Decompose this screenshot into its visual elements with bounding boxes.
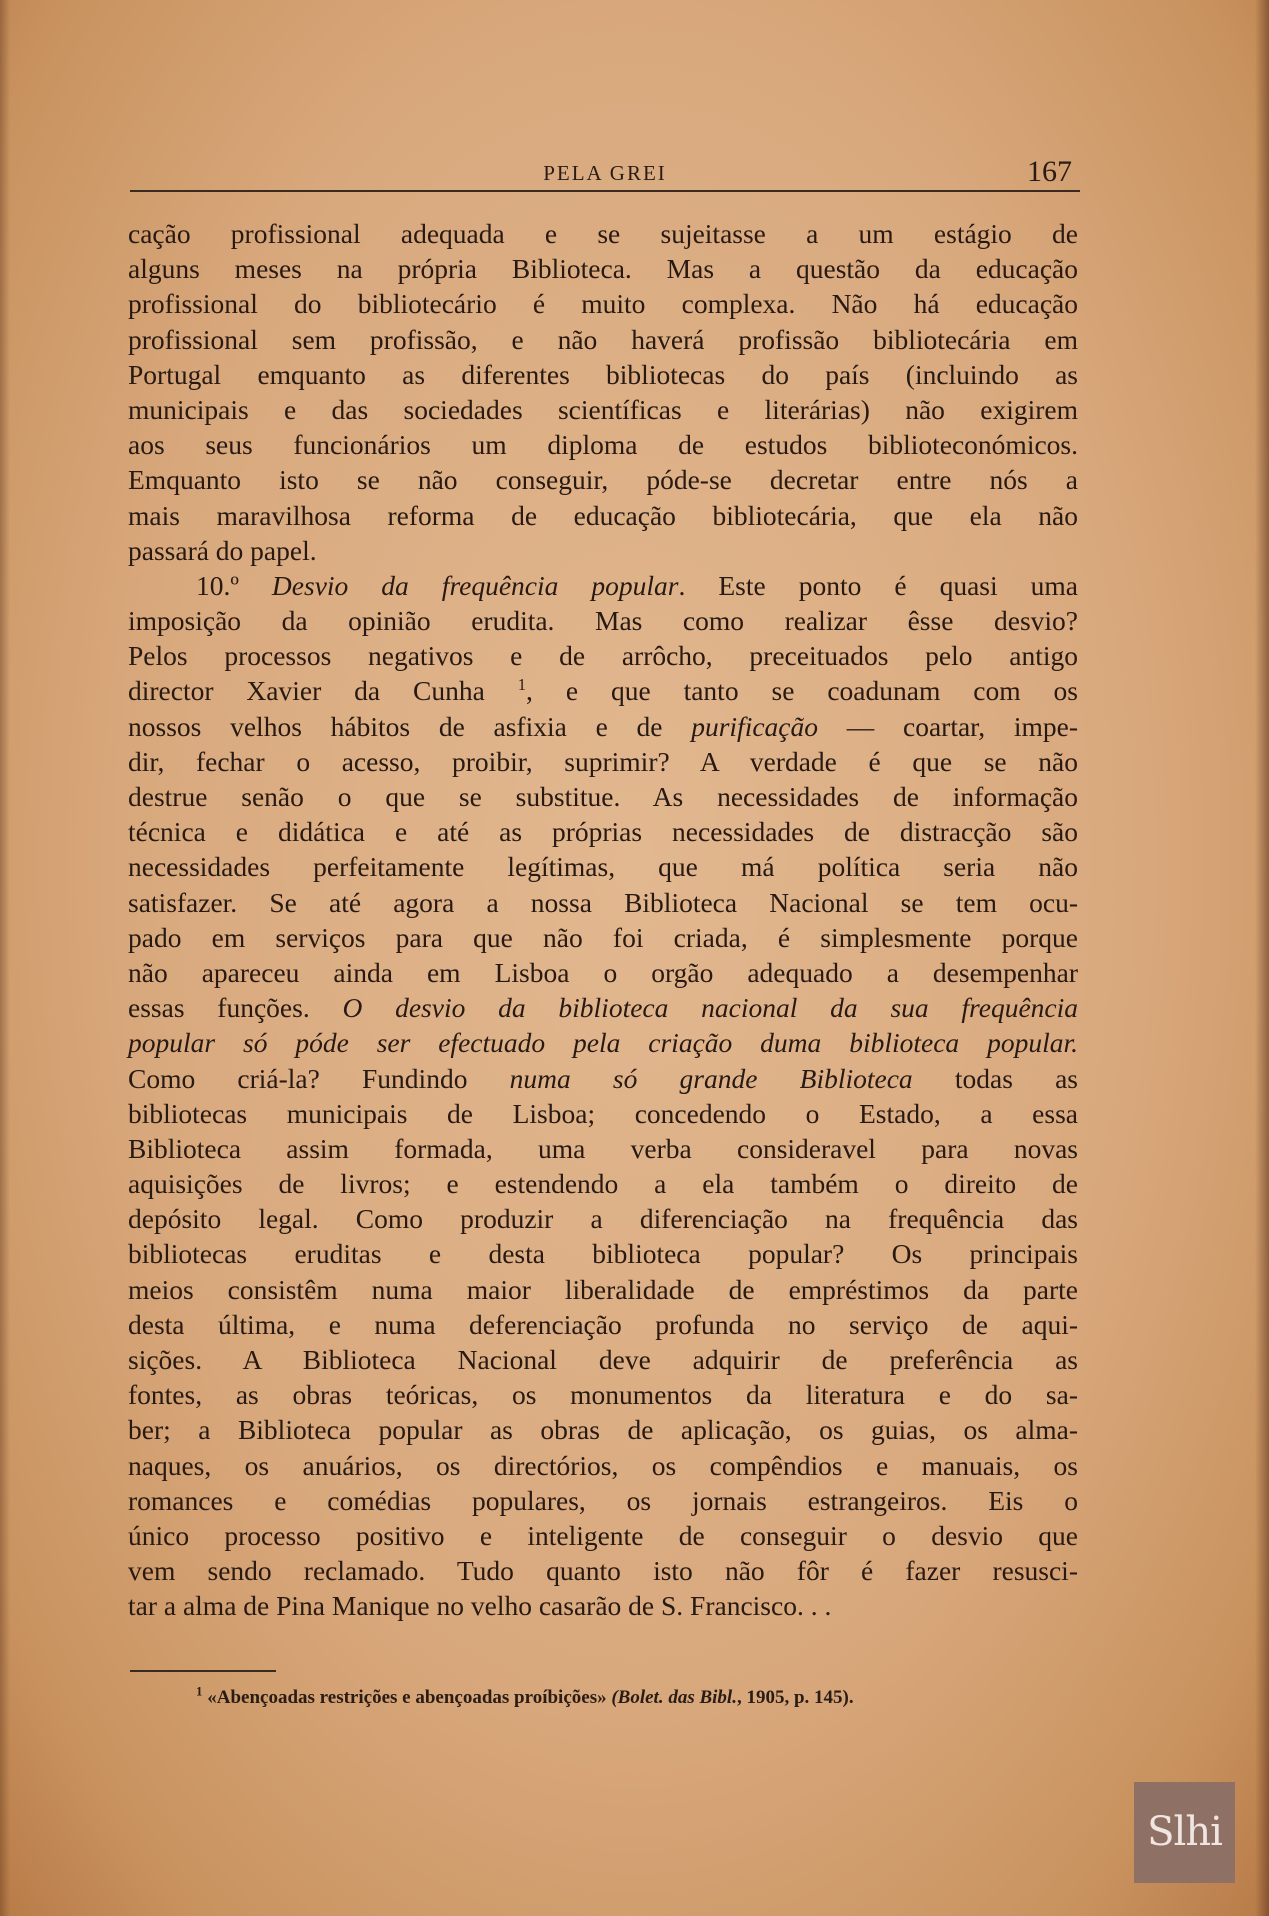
- text-line: [128, 1412, 1078, 1447]
- text-segment: naques, os anuários, os directórios, os compêndios e manuais, os: [128, 1449, 1078, 1481]
- text-line: [128, 673, 1078, 708]
- text-segment: dir, fechar o acesso, proibir, suprimir? A verdade é que se não: [128, 745, 1078, 777]
- text-line: [128, 251, 1078, 286]
- text-segment: Pelos processos negativos e de arrôcho, preceituados pelo antigo: [128, 640, 1078, 672]
- text-segment: bibliotecas eruditas e desta biblioteca popular? Os principais: [128, 1238, 1078, 1270]
- text-segment: sições. A Biblioteca Nacional deve adquirir de preferência as: [128, 1344, 1078, 1375]
- page-number: 167: [1027, 155, 1072, 188]
- text-segment: . Este ponto é quasi uma: [678, 569, 1078, 601]
- text-line: [128, 920, 1078, 955]
- watermark-text: Slhi: [1147, 1809, 1222, 1855]
- text-line: [128, 849, 1078, 884]
- text-segment: técnica e didática e até as próprias necessidades de distracção são: [128, 816, 1078, 848]
- italic-text: popular só póde ser efectuado pela criação duma biblioteca popular.: [128, 1027, 1078, 1059]
- header-rule: [130, 190, 1080, 192]
- footnote-text: «Abençoadas restrições e abençoadas proíbições»: [202, 1687, 612, 1708]
- text-segment: municipais e das sociedades scientíficas e literárias) não exigirem: [128, 393, 1078, 425]
- text-segment: aos seus funcionários um diploma de estudos biblioteconómicos.: [128, 429, 1078, 461]
- text-segment: nossos velhos hábitos de asfixia e de: [128, 710, 692, 742]
- footnote-marker: 1: [196, 1683, 203, 1699]
- text-line: [128, 709, 1078, 744]
- text-line: [128, 814, 1078, 849]
- text-line: [128, 1553, 1078, 1588]
- library-watermark-logo: [1134, 1782, 1235, 1883]
- text-line: [128, 1342, 1078, 1377]
- text-line: [128, 1131, 1078, 1166]
- text-segment: mais maravilhosa reforma de educação bibliotecária, que ela não: [128, 499, 1078, 531]
- text-segment: profissional do bibliotecário é muito complexa. Não há educação: [128, 288, 1078, 320]
- text-line: [128, 1377, 1078, 1412]
- text-segment: passará do papel.: [128, 534, 317, 566]
- text-segment: todas as: [912, 1062, 1078, 1094]
- footnote: [196, 1683, 854, 1709]
- text-line: [128, 392, 1078, 427]
- text-line: [128, 779, 1078, 814]
- text-segment: cação profissional adequada e se sujeitasse a um estágio de: [128, 218, 1078, 249]
- text-segment: tar a alma de Pina Manique no velho casarão de S. Francisco. . .: [128, 1590, 832, 1622]
- text-segment: não apareceu ainda em Lisboa o orgão adequado a desempenhar: [128, 956, 1078, 988]
- page-edge-shadow-left: [0, 0, 10, 1916]
- text-segment: satisfazer. Se até agora a nossa Biblioteca Nacional se tem ocu-: [128, 886, 1078, 918]
- text-line: [128, 1518, 1078, 1553]
- text-segment: essas funções.: [128, 992, 343, 1024]
- footnote-rule: [130, 1670, 276, 1672]
- text-segment: ber; a Biblioteca popular as obras de aplicação, os guias, os alma-: [128, 1414, 1078, 1446]
- italic-text: O desvio da biblioteca nacional da sua frequência: [342, 992, 1078, 1024]
- text-line: [128, 885, 1078, 920]
- text-segment: 10.º: [196, 569, 272, 601]
- text-line: [128, 744, 1078, 779]
- text-line: [128, 1307, 1078, 1342]
- text-segment: romances e comédias populares, os jornais estrangeiros. Eis o: [128, 1484, 1078, 1516]
- running-head: [130, 155, 1080, 195]
- running-head-title: PELA GREI: [543, 161, 667, 185]
- text-line: [128, 603, 1078, 638]
- text-segment: — coartar, impe-: [818, 710, 1078, 742]
- italic-text: Desvio da frequência popular: [271, 569, 679, 601]
- text-line: [128, 533, 1078, 568]
- body-text: [128, 216, 1078, 1624]
- text-segment: director Xavier da Cunha: [128, 675, 518, 707]
- text-line: [128, 568, 1078, 603]
- text-segment: Emquanto isto se não conseguir, póde-se decretar entre nós a: [128, 464, 1078, 496]
- text-segment: , e que tanto se coadunam com os: [526, 675, 1078, 707]
- text-line: [128, 1025, 1078, 1060]
- text-segment: destrue senão o que se substitue. As necessidades de informação: [128, 781, 1078, 812]
- footnote-reference: 1: [517, 675, 527, 695]
- text-segment: Como criá-la? Fundindo: [128, 1062, 510, 1094]
- text-segment: único processo positivo e inteligente de conseguir o desvio que: [128, 1519, 1078, 1551]
- text-segment: Portugal emquanto as diferentes bibliotecas do país (incluindo as: [128, 358, 1078, 390]
- text-line: [128, 286, 1078, 321]
- text-line: [128, 638, 1078, 673]
- text-line: [128, 427, 1078, 462]
- text-line: [128, 990, 1078, 1025]
- text-segment: profissional sem profissão, e não haverá profissão bibliotecária em: [128, 323, 1078, 355]
- text-segment: pado em serviços para que não foi criada, é simplesmente porque: [128, 921, 1078, 953]
- text-segment: necessidades perfeitamente legítimas, que má política seria não: [128, 851, 1078, 883]
- footnote-citation: , 1905, p. 145).: [736, 1687, 854, 1708]
- text-line: [128, 462, 1078, 497]
- text-segment: meios consistêm numa maior liberalidade de empréstimos da parte: [128, 1273, 1078, 1305]
- page-edge-shadow-right: [1255, 0, 1269, 1916]
- text-line: [128, 955, 1078, 990]
- text-line: [128, 216, 1078, 251]
- text-line: [128, 1272, 1078, 1307]
- text-line: [128, 498, 1078, 533]
- text-line: [128, 1588, 1078, 1623]
- text-segment: bibliotecas municipais de Lisboa; concedendo o Estado, a essa: [128, 1097, 1078, 1129]
- text-segment: aquisições de livros; e estendendo a ela também o direito de: [128, 1168, 1078, 1200]
- text-segment: Biblioteca assim formada, uma verba consideravel para novas: [128, 1132, 1078, 1164]
- text-line: [128, 1061, 1078, 1096]
- text-line: [128, 1483, 1078, 1518]
- text-line: [128, 357, 1078, 392]
- text-line: [128, 322, 1078, 357]
- text-line: [128, 1096, 1078, 1131]
- text-line: [128, 1166, 1078, 1201]
- text-line: [128, 1236, 1078, 1271]
- text-segment: fontes, as obras teóricas, os monumentos da literatura e do sa-: [128, 1379, 1078, 1411]
- text-segment: alguns meses na própria Biblioteca. Mas a questão da educação: [128, 253, 1078, 285]
- text-line: [128, 1448, 1078, 1483]
- text-segment: vem sendo reclamado. Tudo quanto isto não fôr é fazer resusci-: [128, 1555, 1078, 1587]
- italic-text: numa só grande Biblioteca: [509, 1062, 913, 1094]
- text-segment: desta última, e numa deferenciação profunda no serviço de aqui-: [128, 1308, 1078, 1340]
- text-segment: imposição da opinião erudita. Mas como realizar êsse desvio?: [128, 605, 1078, 637]
- text-segment: depósito legal. Como produzir a diferenciação na frequência das: [128, 1203, 1078, 1235]
- italic-text: purificação: [691, 710, 819, 742]
- footnote-source: (Bolet. das Bibl.: [611, 1687, 737, 1708]
- text-line: [128, 1201, 1078, 1236]
